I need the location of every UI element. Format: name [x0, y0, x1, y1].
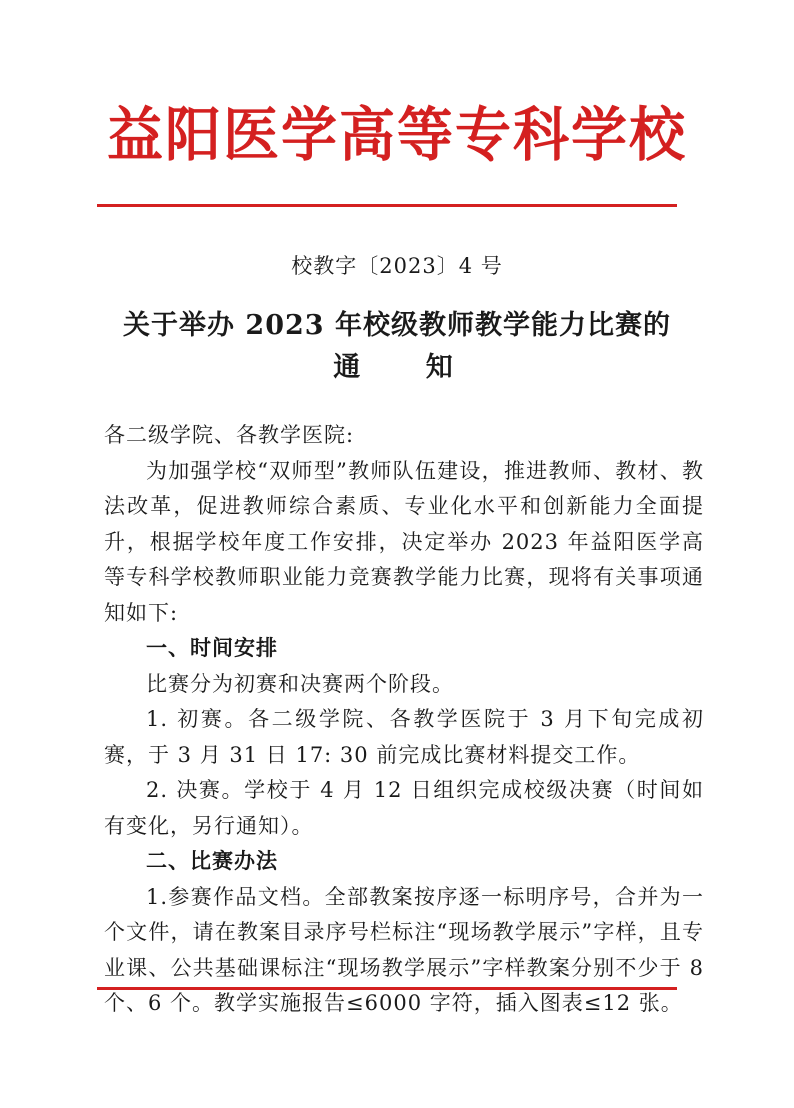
- intro-paragraph: 为加强学校“双师型”教师队伍建设，推进教师、教材、教法改革，促进教师综合素质、专业化水平和创新能力全面提升，根据学校年度工作安排，决定举办 2023 年益阳医学高等专科学校教师职业能力竞赛教学能力比赛，现将有关事项通知如下:: [104, 458, 704, 625]
- salutation: 各二级学院、各教学医院:: [104, 423, 355, 447]
- section1-intro: 比赛分为初赛和决赛两个阶段。: [146, 671, 454, 696]
- document-body: [104, 418, 704, 1022]
- notice-title-line2: 通 知: [333, 352, 481, 383]
- section1-item2: 2. 决赛。学校于 4 月 12 日组织完成校级决赛（时间如有变化，另行通知）。: [104, 778, 704, 838]
- bottom-red-rule: [97, 987, 677, 990]
- notice-title-line1: 关于举办 2023 年校级教师教学能力比赛的: [123, 310, 671, 341]
- notice-title: [0, 305, 794, 389]
- section1-heading: 一、时间安排: [146, 636, 278, 660]
- section1-item1: 1. 初赛。各二级学院、各教学医院于 3 月下旬完成初赛，于 3 月 31 日 17: 30 前完成比赛材料提交工作。: [104, 707, 704, 767]
- top-red-rule: [97, 204, 677, 207]
- document-number: 校教字〔2023〕4 号: [291, 254, 503, 278]
- section2-heading: 二、比赛办法: [146, 849, 278, 873]
- institution-name: 益阳医学高等专科学校: [107, 100, 687, 170]
- section2-item1: 1.参赛作品文档。全部教案按序逐一标明序号，合并为一个文件，请在教案目录序号栏标注“现场教学展示”字样，且专业课、公共基础课标注“现场教学展示”字样教案分别不少于 8 个、6 个。教学实施报告≤6000 字符，插入图表≤12 张。: [104, 884, 704, 1015]
